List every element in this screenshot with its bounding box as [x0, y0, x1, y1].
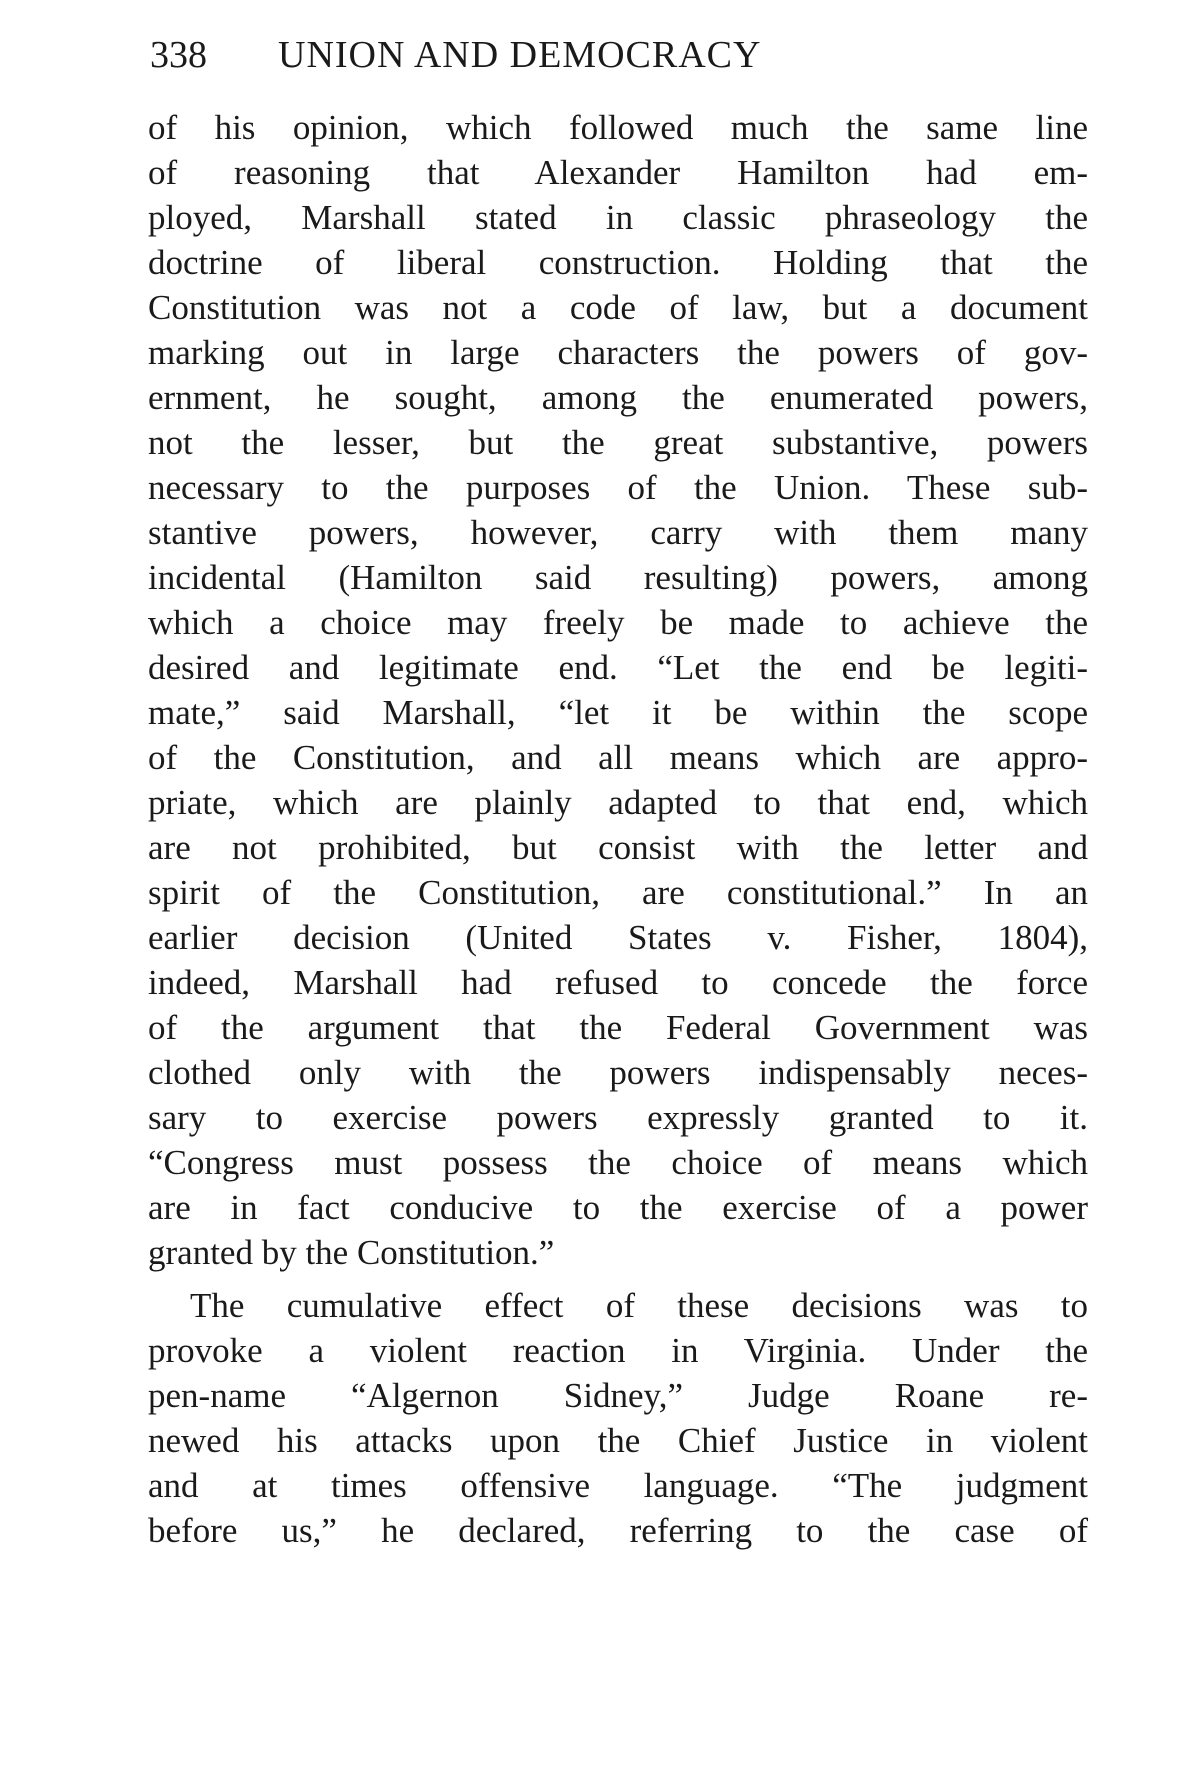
text-line: and at times offensive language. “The judgment [148, 1466, 1088, 1505]
text-line: stantive powers, however, carry with them many [148, 513, 1088, 552]
text-line: are not prohibited, but consist with the letter and [148, 828, 1088, 867]
text-line: Constitution was not a code of law, but a document [148, 288, 1088, 327]
running-title: UNION AND DEMOCRACY [278, 34, 762, 76]
paragraph-continued [148, 105, 1088, 1275]
text-line: before us,” he declared, referring to the case of [148, 1511, 1088, 1550]
text-line: are in fact conducive to the exercise of a power [148, 1188, 1088, 1227]
paragraph [148, 1283, 1088, 1553]
text-line: pen-name “Algernon Sidney,” Judge Roane re- [148, 1376, 1088, 1415]
text-line: sary to exercise powers expressly granted to it. [148, 1098, 1088, 1137]
text-line: incidental (Hamilton said resulting) powers, among [148, 558, 1088, 597]
running-head [150, 30, 930, 80]
paragraph-gap [148, 1275, 1088, 1283]
text-line: granted by the Constitution.” [148, 1233, 555, 1272]
text-line: spirit of the Constitution, are constitutional.” In an [148, 873, 1088, 912]
text-line: ployed, Marshall stated in classic phraseology the [148, 198, 1088, 237]
text-line: indeed, Marshall had refused to concede the force [148, 963, 1088, 1002]
text-line: provoke a violent reaction in Virginia. Under the [148, 1331, 1088, 1370]
text-line: of reasoning that Alexander Hamilton had em- [148, 153, 1088, 192]
text-line: ernment, he sought, among the enumerated powers, [148, 378, 1088, 417]
text-line: of his opinion, which followed much the same line [148, 108, 1088, 147]
text-line: necessary to the purposes of the Union. These sub- [148, 468, 1088, 507]
text-line: priate, which are plainly adapted to that end, which [148, 783, 1088, 822]
text-line: desired and legitimate end. “Let the end be legiti- [148, 648, 1088, 687]
text-line: which a choice may freely be made to achieve the [148, 603, 1088, 642]
text-line: “Congress must possess the choice of means which [148, 1143, 1088, 1182]
text-line: mate,” said Marshall, “let it be within the scope [148, 693, 1088, 732]
text-line: doctrine of liberal construction. Holding that the [148, 243, 1088, 282]
page-number: 338 [150, 34, 207, 76]
text-line: earlier decision (United States v. Fisher, 1804), [148, 918, 1088, 957]
text-line: not the lesser, but the great substantive, powers [148, 423, 1088, 462]
text-line: newed his attacks upon the Chief Justice in violent [148, 1421, 1088, 1460]
text-line: of the argument that the Federal Government was [148, 1008, 1088, 1047]
text-line: of the Constitution, and all means which are appro- [148, 738, 1088, 777]
text-line: clothed only with the powers indispensably neces- [148, 1053, 1088, 1092]
body-text [148, 105, 1088, 1553]
text-line: The cumulative effect of these decisions was to [190, 1286, 1088, 1325]
text-line: marking out in large characters the powers of gov- [148, 333, 1088, 372]
